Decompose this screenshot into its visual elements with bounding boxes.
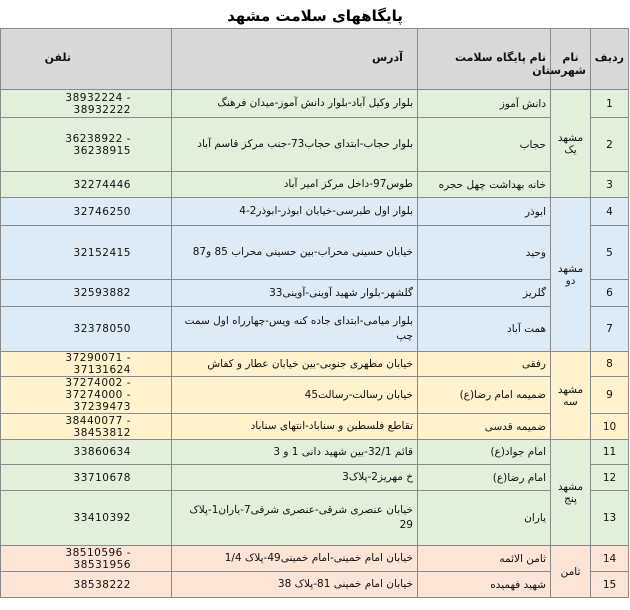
center-name-cell: ابوذر	[418, 198, 551, 226]
row-number-cell: 11	[591, 440, 629, 465]
row-number-cell: 2	[591, 118, 629, 172]
header-center-name: نام پایگاه سلامت	[418, 29, 551, 90]
table-row	[1, 307, 629, 352]
phone-cell: 38932224 - 38932222	[1, 90, 172, 118]
center-name-cell: دانش آموز	[418, 90, 551, 118]
phone-cell: 38440077 - 38453812	[1, 414, 172, 440]
header-row	[1, 29, 629, 90]
center-name-cell: وحید	[418, 226, 551, 280]
address-cell: بلوار حجاب-ابتدای حجاب73-جنب مرکز قاسم آباد	[172, 118, 418, 172]
header-row-number: ردیف	[591, 29, 629, 90]
phone-cell: 33860634	[1, 440, 172, 465]
phone-cell: 32152415	[1, 226, 172, 280]
center-name-cell: امام رضا(ع)	[418, 465, 551, 491]
center-name-cell: یاران	[418, 491, 551, 546]
table-row	[1, 465, 629, 491]
address-cell: خیابان رسالت-رسالت45	[172, 377, 418, 414]
table-row	[1, 352, 629, 377]
row-number-cell: 7	[591, 307, 629, 352]
center-name-cell: گلریز	[418, 280, 551, 307]
row-number-cell: 6	[591, 280, 629, 307]
center-name-cell: ثامن الائمه	[418, 546, 551, 572]
center-name-cell: شهید فهمیده	[418, 572, 551, 598]
table-row	[1, 572, 629, 598]
header-phone: تلفن	[1, 29, 172, 90]
row-number-cell: 12	[591, 465, 629, 491]
address-cell: بلوار میامی-ابتدای جاده کنه ویس-چهارراه اول سمت چپ	[172, 307, 418, 352]
table-row	[1, 546, 629, 572]
center-name-cell: ضمیمه امام رضا(ع)	[418, 377, 551, 414]
phone-cell: 38538222	[1, 572, 172, 598]
phone-cell: 32274446	[1, 172, 172, 198]
address-cell: خ مهریز2-پلاک3	[172, 465, 418, 491]
center-name-cell: همت آباد	[418, 307, 551, 352]
address-cell: طوس97-داخل مرکز امیر آباد	[172, 172, 418, 198]
row-number-cell: 8	[591, 352, 629, 377]
table-row	[1, 414, 629, 440]
address-cell: خیابان امام خمینی-امام خمینی49-پلاک 1/4	[172, 546, 418, 572]
row-number-cell: 1	[591, 90, 629, 118]
row-number-cell: 5	[591, 226, 629, 280]
address-cell: خیابان حسینی محراب-بین حسینی محراب 85 و87	[172, 226, 418, 280]
health-centers-table	[0, 28, 629, 598]
address-cell: خیابان مطهری جنوبی-بین خیابان عطار و کفاش	[172, 352, 418, 377]
row-number-cell: 9	[591, 377, 629, 414]
address-cell: خیابان عنصری شرقی-عنصری شرقی7-یاران1-پلاک 29	[172, 491, 418, 546]
city-cell: ثامن	[551, 546, 591, 598]
row-number-cell: 13	[591, 491, 629, 546]
city-cell: مشهد پنج	[551, 440, 591, 546]
address-cell: قائم 32/1-بین شهید دانی 1 و 3	[172, 440, 418, 465]
table-row	[1, 198, 629, 226]
phone-cell: 33410392	[1, 491, 172, 546]
phone-cell: 32746250	[1, 198, 172, 226]
row-number-cell: 14	[591, 546, 629, 572]
table-row	[1, 118, 629, 172]
row-number-cell: 15	[591, 572, 629, 598]
center-name-cell: رفقی	[418, 352, 551, 377]
city-cell: مشهد یک	[551, 90, 591, 198]
address-cell: خیابان امام خمینی 81-پلاک 38	[172, 572, 418, 598]
table-row	[1, 491, 629, 546]
table-row	[1, 280, 629, 307]
row-number-cell: 4	[591, 198, 629, 226]
row-number-cell: 10	[591, 414, 629, 440]
address-cell: گلشهر-بلوار شهید آوینی-آوینی33	[172, 280, 418, 307]
center-name-cell: ضمیمه قدسی	[418, 414, 551, 440]
header-address: آدرس	[172, 29, 418, 90]
table-row	[1, 440, 629, 465]
phone-cell: 32378050	[1, 307, 172, 352]
phone-cell: 38510596 - 38531956	[1, 546, 172, 572]
table-row	[1, 172, 629, 198]
city-cell: مشهد دو	[551, 198, 591, 352]
phone-cell: 33710678	[1, 465, 172, 491]
phone-cell: 32593882	[1, 280, 172, 307]
address-cell: بلوار اول طبرسی-خیابان ابوذر-ابوذر2-4	[172, 198, 418, 226]
table-row	[1, 90, 629, 118]
phone-cell: 37274002 - 37274000 - 37239473	[1, 377, 172, 414]
phone-cell: 36238922 - 36238915	[1, 118, 172, 172]
address-cell: بلوار وکیل آباد-بلوار دانش آموز-میدان فرهنگ	[172, 90, 418, 118]
page-title: پایگاههای سلامت مشهد	[227, 7, 403, 25]
row-number-cell: 3	[591, 172, 629, 198]
center-name-cell: امام جواد(ع)	[418, 440, 551, 465]
table-row	[1, 226, 629, 280]
city-cell: مشهد سه	[551, 352, 591, 440]
center-name-cell: خانه بهداشت چهل حجره	[418, 172, 551, 198]
table-row	[1, 377, 629, 414]
header-city: نام شهرستان	[551, 29, 591, 90]
center-name-cell: حجاب	[418, 118, 551, 172]
phone-cell: 37290071 - 37131624	[1, 352, 172, 377]
address-cell: تقاطع فلسطین و سناباد-انتهای سناباد	[172, 414, 418, 440]
